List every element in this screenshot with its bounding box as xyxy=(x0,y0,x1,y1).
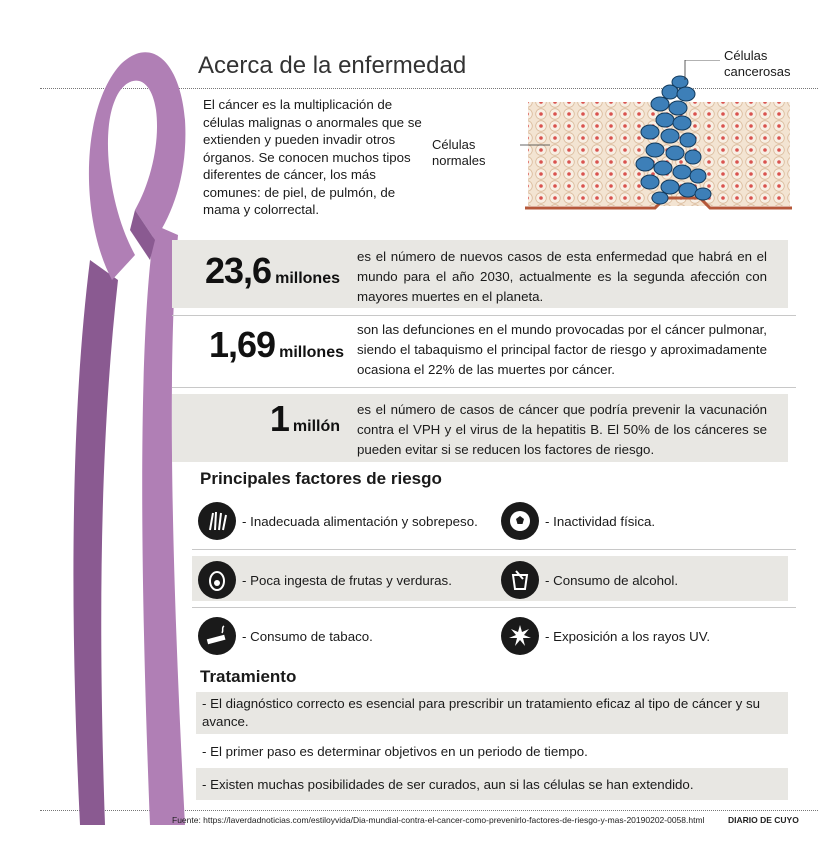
avocado-icon xyxy=(198,561,236,599)
risk-text: - Consumo de alcohol. xyxy=(545,572,679,588)
risk-text: - Inactividad física. xyxy=(545,513,656,529)
fries-icon xyxy=(198,502,236,540)
risk-item xyxy=(501,561,781,599)
risk-item xyxy=(198,502,488,540)
glass-icon xyxy=(501,561,539,599)
divider xyxy=(192,549,796,550)
stat-text-3: es el número de casos de cáncer que podría prevenir la vacunación contra el VPH y el virus de la hepatitis B. El 50% de los cánceres se pueden evitar si se reducen los factores de riesgo. xyxy=(357,402,767,457)
sun-burst-icon xyxy=(501,617,539,655)
treatment-item: - El diagnóstico correcto es esencial para prescribir un tratamiento eficaz al tipo de cáncer y su avance. xyxy=(196,692,788,734)
risk-text: - Poca ingesta de frutas y verduras. xyxy=(242,572,452,588)
brand-text: DIARIO DE CUYO xyxy=(728,815,799,825)
risk-text: - Consumo de tabaco. xyxy=(242,628,373,644)
label-cancer-cells: Células cancerosas xyxy=(724,48,791,79)
risk-text: - Exposición a los rayos UV. xyxy=(545,628,711,644)
stat-text-2: son las defunciones en el mundo provocadas por el cáncer pulmonar, siendo el tabaquismo el principal factor de riesgo y aproximadamente ocasiona el 22% de las muertes por cáncer. xyxy=(357,322,767,377)
divider xyxy=(172,315,796,316)
treatment-title: Tratamiento xyxy=(200,667,297,686)
intro-paragraph: El cáncer es la multiplicación de células malignas o anormales que se extienden y pueden invadir otros órganos. Se conocen muchos tipos diferentes de cáncer, los más comunes: de piel, de pulmón, de mama y colorrectal. xyxy=(203,97,422,217)
risk-item xyxy=(198,561,488,599)
treatment-item: - El primer paso es determinar objetivos en un periodo de tiempo. xyxy=(202,744,588,759)
label-normal-cells: Células normales xyxy=(432,137,486,168)
stat-number-3: 1 millón xyxy=(269,398,340,439)
treatment-item: - Existen muchas posibilidades de ser curados, aun si las células se han extendido. xyxy=(196,768,788,800)
cigarette-icon xyxy=(198,617,236,655)
risk-item xyxy=(198,617,488,655)
divider xyxy=(172,387,796,388)
risk-item xyxy=(501,617,781,655)
risk-text: - Inadecuada alimentación y sobrepeso. xyxy=(242,513,478,529)
cell-diagram xyxy=(520,60,795,215)
stat-number-2: 1,69 millones xyxy=(209,324,344,365)
soccer-ball-icon xyxy=(501,502,539,540)
page-title: Acerca de la enfermedad xyxy=(198,52,467,79)
divider xyxy=(192,607,796,608)
stat-text-1: es el número de nuevos casos de esta enfermedad que habrá en el mundo para el año 2030, actualmente es la segunda afección con mayores muertes en el planeta. xyxy=(357,249,767,304)
source-text: Fuente: https://laverdadnoticias.com/estiloyvida/Dia-mundial-contra-el-cancer-como-prevenirlo-factores-de-riesgo-y-mas-20190202-0058.html xyxy=(172,815,705,825)
stat-number-1: 23,6 millones xyxy=(205,250,340,291)
risk-item xyxy=(501,502,781,540)
risk-title: Principales factores de riesgo xyxy=(200,469,442,488)
